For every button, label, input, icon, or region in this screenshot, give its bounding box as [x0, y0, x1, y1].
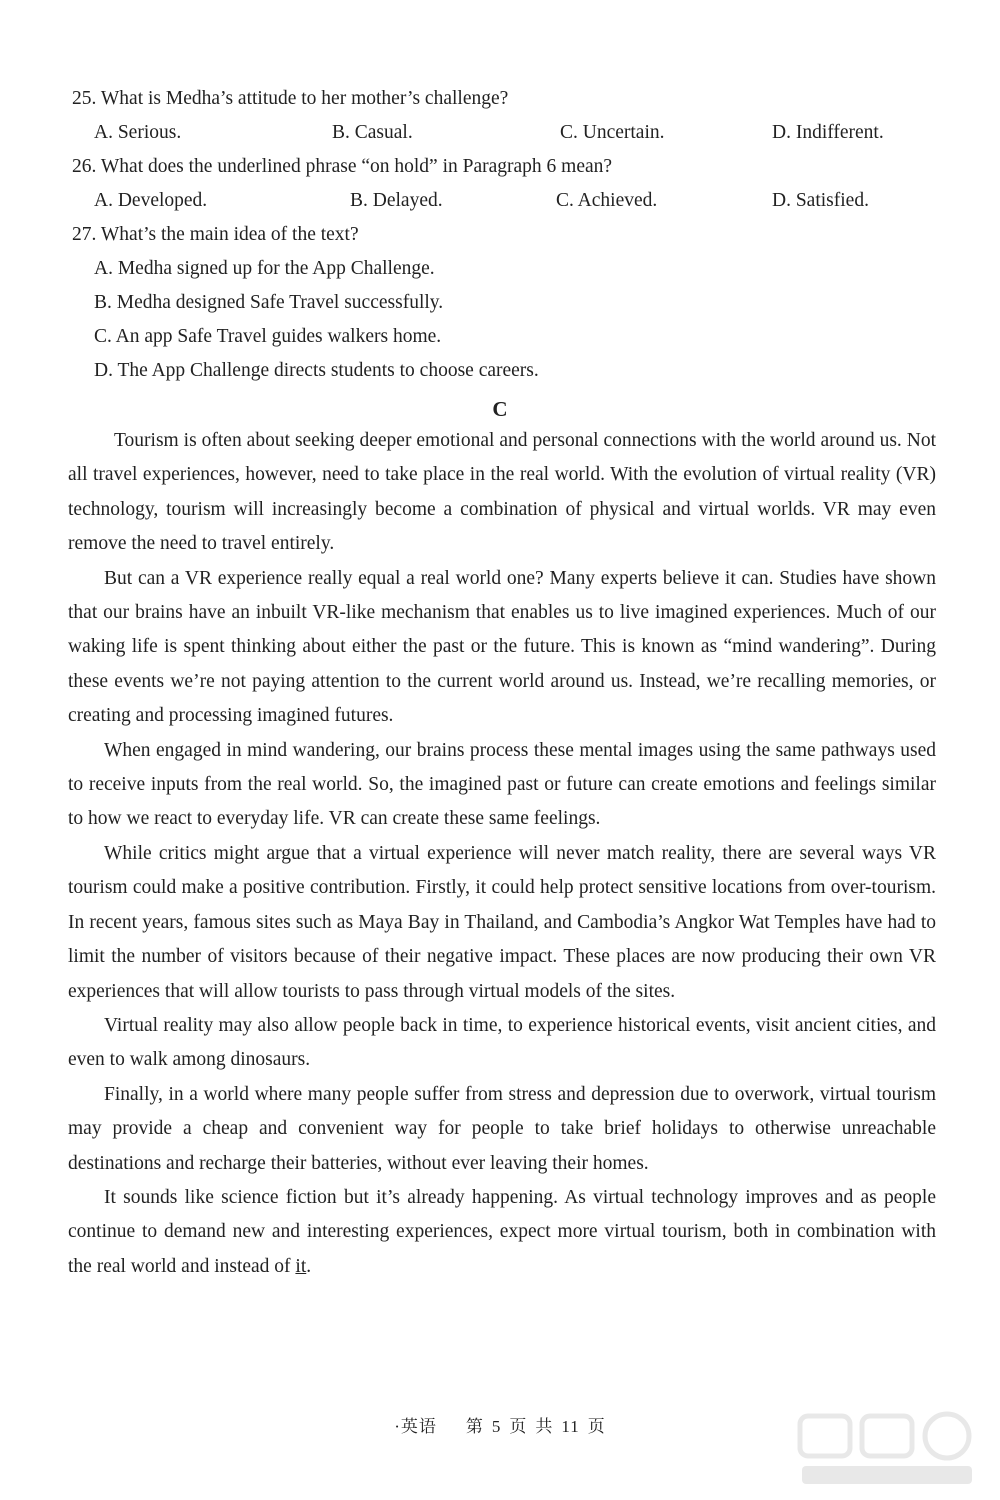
- question-26-option-d: D. Satisfied.: [772, 190, 869, 211]
- section-heading: C: [492, 397, 508, 421]
- question-26-option-c: C. Achieved.: [556, 190, 658, 211]
- question-26-option-b: B. Delayed.: [350, 190, 443, 211]
- question-25-stem: 25. What is Medha’s attitude to her mother’s challenge?: [72, 88, 509, 109]
- reading-passage: [68, 424, 936, 1284]
- footer-total-number: 11: [561, 1417, 580, 1436]
- underlined-word: it: [295, 1255, 307, 1277]
- passage-paragraph-7-end: .: [306, 1255, 312, 1277]
- passage-paragraph-6: Finally, in a world where many people suffer from stress and depression due to overwork, virtual tourism may provide a cheap and convenient way for people to take brief holidays to otherwise unreachable destinations and recharge their batteries, without ever leaving their homes.: [68, 1083, 936, 1174]
- passage-paragraph-1: Tourism is often about seeking deeper emotional and personal connections with the world around us. Not all travel experiences, however, need to take place in the real world. With the evolution of virtual reality (VR) technology, tourism will increasingly become a combination of physical and virtual worlds. VR may even remove the need to travel entirely.: [68, 430, 936, 555]
- question-27-option-a: A. Medha signed up for the App Challenge.: [94, 258, 435, 279]
- footer-page-number: 5: [491, 1417, 502, 1436]
- question-26-options: [94, 184, 914, 218]
- passage-paragraph-5: Virtual reality may also allow people back in time, to experience historical events, visit ancient cities, and even to walk among dinosaurs.: [68, 1014, 936, 1071]
- footer-page-word: 第: [465, 1417, 484, 1436]
- footer-total-word: 共: [535, 1417, 554, 1436]
- question-26-stem: 26. What does the underlined phrase “on hold” in Paragraph 6 mean?: [72, 156, 613, 177]
- footer-page-unit: 页: [509, 1417, 528, 1436]
- question-25-option-b: B. Casual.: [332, 122, 413, 143]
- question-25-option-d: D. Indifferent.: [772, 122, 884, 143]
- question-26-option-a: A. Developed.: [94, 190, 208, 211]
- passage-paragraph-4: While critics might argue that a virtual experience will never match reality, there are several ways VR tourism could make a positive contribution. Firstly, it could help protect sensitive locations from over-tourism. In recent years, famous sites such as Maya Bay in Thailand, and Cambodia’s Angkor Wat Temples have had to limit the number of visitors because of their negative impact. These places are now producing their own VR experiences that will allow tourists to pass through virtual models of the sites.: [68, 842, 936, 1002]
- watermark-logo-icon: [792, 1410, 982, 1490]
- question-27-option-c: C. An app Safe Travel guides walkers home.: [94, 326, 442, 347]
- question-27-option-b: B. Medha designed Safe Travel successfully.: [94, 292, 444, 313]
- footer-subject: ·英语: [394, 1417, 437, 1436]
- question-27-option-d: D. The App Challenge directs students to choose careers.: [94, 360, 539, 381]
- question-25-options: [94, 116, 914, 150]
- question-25-option-c: C. Uncertain.: [560, 122, 665, 143]
- passage-paragraph-3: When engaged in mind wandering, our brains process these mental images using the same pathways used to receive inputs from the real world. So, the imagined past or future can create emotions and feelings similar to how we react to everyday life. VR can create these same feelings.: [68, 739, 936, 830]
- passage-paragraph-7: [68, 1181, 936, 1284]
- question-27-stem: 27. What’s the main idea of the text?: [72, 224, 359, 245]
- question-25-option-a: A. Serious.: [94, 122, 182, 143]
- footer-total-unit: 页: [587, 1417, 606, 1436]
- passage-paragraph-7-text: It sounds like science fiction but it’s already happening. As virtual technology improves and as people continue to demand new and interesting experiences, expect more virtual tourism, both in combination with the real world and instead of: [68, 1186, 936, 1277]
- passage-paragraph-2: But can a VR experience really equal a real world one? Many experts believe it can. Studies have shown that our brains have an inbuilt VR-like mechanism that enables us to live imagined experiences. Much of our waking life is spent thinking about either the past or the future. This is known as “mind wandering”. During these events we’re not paying attention to the current world around us. Instead, we’re recalling memories, or creating and processing imagined futures.: [68, 567, 936, 727]
